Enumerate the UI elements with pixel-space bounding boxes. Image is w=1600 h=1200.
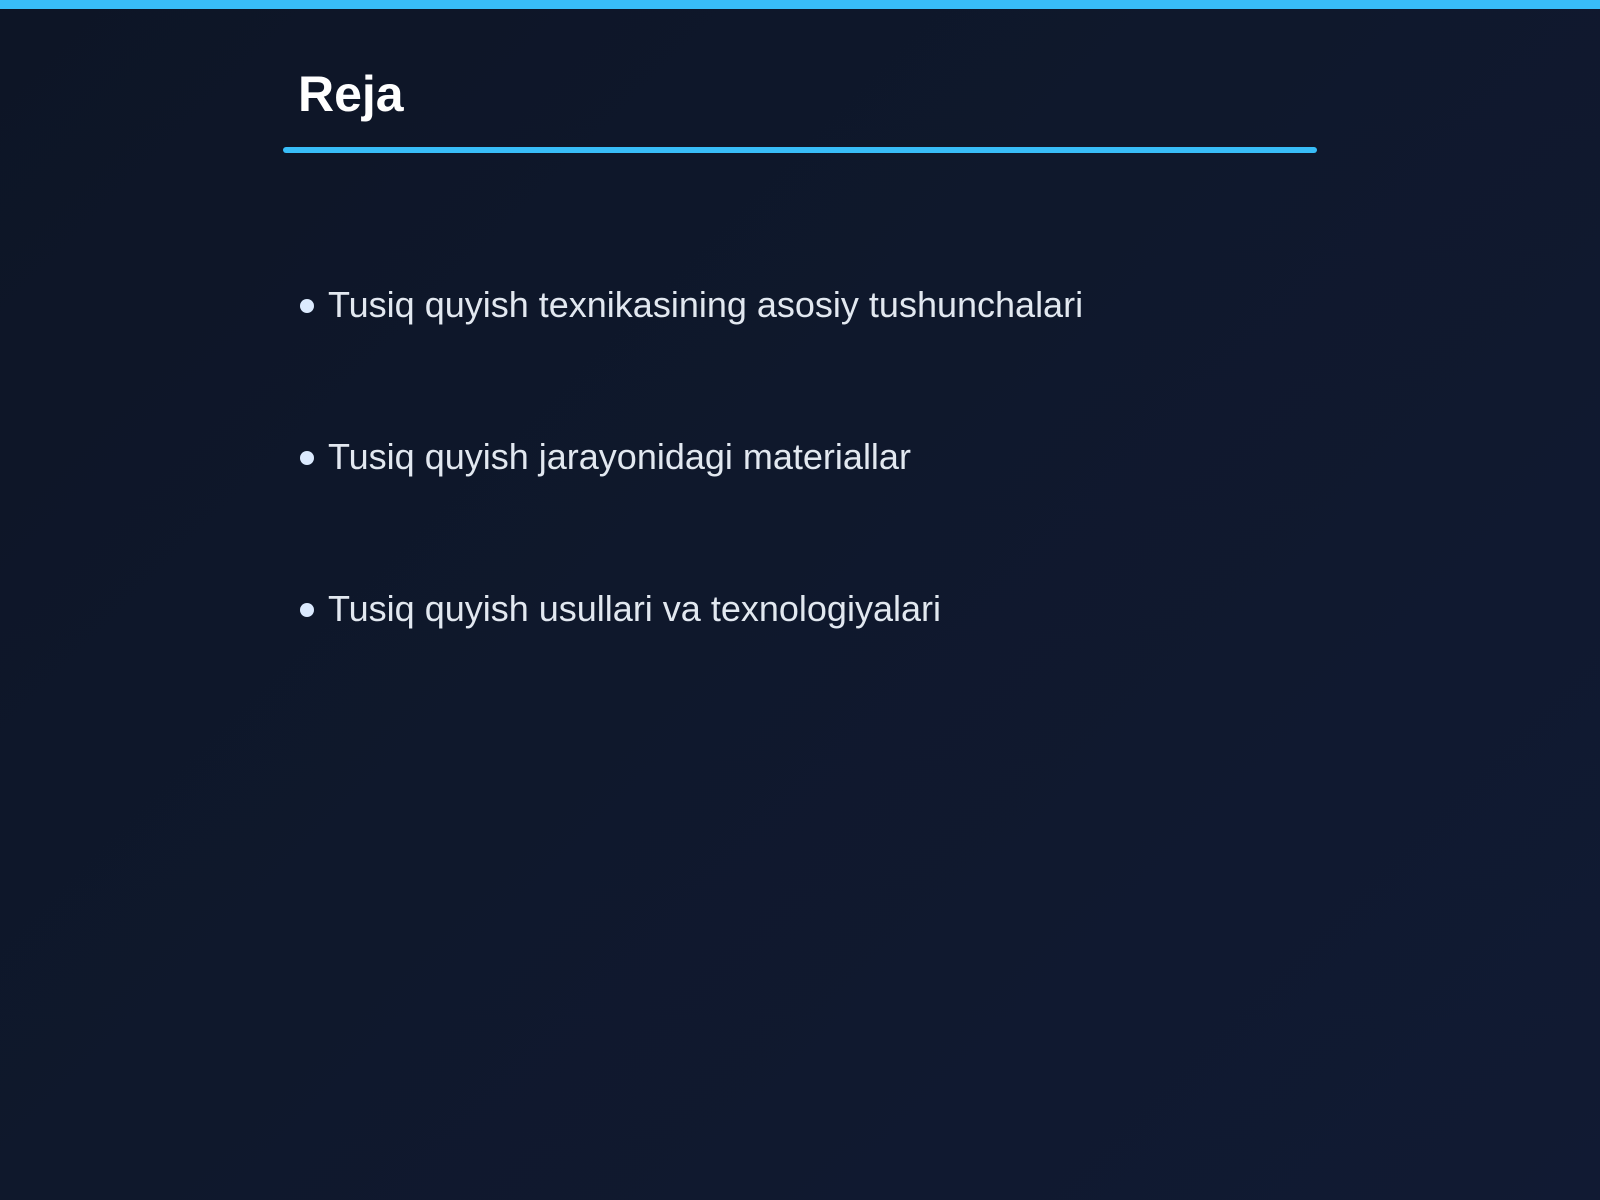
list-item (300, 584, 1083, 736)
list-item (300, 432, 1083, 584)
bullet-text: Tusiq quyish jarayonidagi materiallar (328, 436, 911, 477)
bullet-text: Tusiq quyish texnikasining asosiy tushunchalari (328, 284, 1084, 325)
bullet-text: Tusiq quyish usullari va texnologiyalari (328, 588, 941, 629)
slide-title: Reja (298, 66, 404, 122)
bullet-icon (300, 299, 314, 313)
bullet-icon (300, 451, 314, 465)
list-item (300, 280, 1083, 432)
bullet-icon (300, 603, 314, 617)
bullet-list (300, 280, 1083, 736)
title-underline (283, 147, 1317, 153)
top-accent-bar (0, 0, 1600, 9)
